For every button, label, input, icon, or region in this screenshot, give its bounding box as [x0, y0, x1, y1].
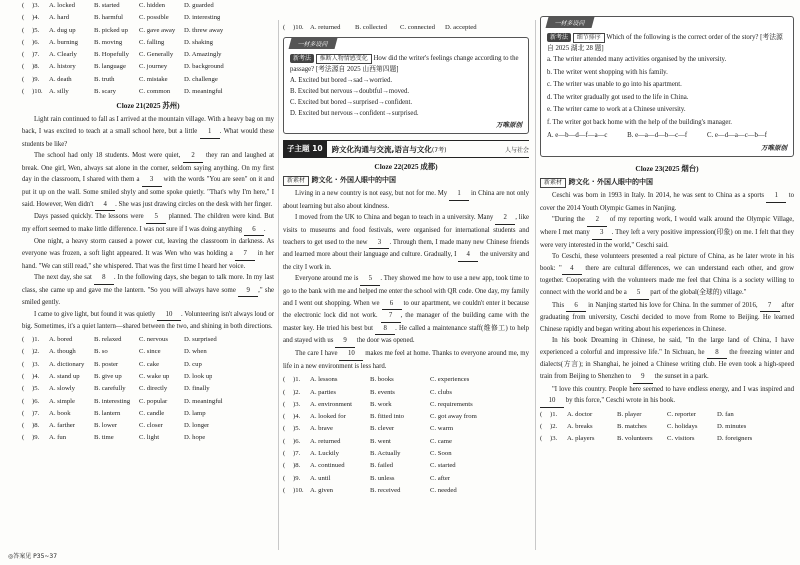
option-choice[interactable]: B. events [370, 388, 395, 396]
option-choice[interactable]: C. gave away [139, 26, 176, 34]
cloze-20-options-tail [22, 0, 274, 98]
passage-paragraph: Light rain continued to fall as I arrived at the mountain village. With a heavy bag on my back, I was excited to teach at a small school here, but a little 1 . What would these students be like? [22, 116, 274, 148]
option-row[interactable]: ( )6. A. returned B. went C. came [283, 436, 529, 448]
option-choice[interactable]: B. carefully [94, 385, 126, 393]
cloze-21-options [22, 334, 274, 445]
option-choice[interactable]: B. went [370, 437, 391, 445]
option-choice[interactable]: D. lamp [184, 409, 206, 417]
option-choice[interactable]: A. given [310, 486, 334, 494]
passage-paragraph: The care I have 10 makes me feel at home. Thanks to everyone around me, my life in a new environment is less hard. [283, 350, 529, 370]
option-choice[interactable]: B. truth [94, 75, 115, 83]
option-row[interactable]: ( )8. A. continued B. failed C. started [283, 460, 529, 472]
question-box-feelings [283, 37, 529, 134]
brand-mark: 万唯原创 [496, 121, 522, 130]
passage-paragraph: I moved from the UK to China and began to teach in a university. Many 2 , like visits to museums and food festivals, were organised for international students and teachers to get used to the new 3 . Through them, I made many new Chinese friends and learned more about their language and culture. Gradually, I 4 the university and the city I work in. [283, 214, 530, 271]
passage-paragraph: Ceschi was born in 1993 in Italy. In 2014, he was sent to China as a sports 1 to cover the 2014 Youth Olympic Games in Nanjing. [540, 192, 794, 212]
option-choice[interactable]: D. finally [184, 385, 210, 393]
cloze-21-passage [22, 114, 274, 333]
option-choice[interactable]: C. connected [400, 24, 435, 31]
option-row[interactable]: ( )6. A. burning B. moving C. falling D. shaking [22, 37, 274, 49]
option-choice[interactable]: B. unless [370, 474, 395, 482]
option-row[interactable]: ( )1. A. doctor B. player C. reporter D. fan [540, 409, 794, 421]
option-row[interactable]: ( )4. A. stand up B. give up C. wake up D. look up [22, 371, 274, 383]
question-text-2: Which of the following is the correct order of the story? [606, 34, 759, 41]
question-number: )3. [550, 435, 558, 443]
option-choice[interactable]: C. warm [430, 425, 454, 433]
option-row[interactable]: ( )2. A. parties B. events C. clubs [283, 387, 529, 399]
option-choice[interactable]: B. books [370, 376, 394, 384]
option-choice[interactable]: C. since [139, 348, 161, 356]
option-choice[interactable]: C. light [139, 434, 160, 442]
option-row[interactable]: ( )6. A. simple B. interesting C. popular D. meaningful [22, 396, 274, 408]
question-number: )1. [550, 410, 558, 418]
question-number: )6. [32, 397, 40, 405]
option-choice[interactable]: D. threw away [184, 26, 224, 34]
option-choice[interactable]: C. common [139, 88, 171, 96]
list-item[interactable]: f. The writer got back home with the help of the building's manager. [547, 118, 732, 126]
cloze-23-title: Cloze 23(2025 烟台) [635, 164, 699, 174]
option-choice[interactable]: C. candle [139, 409, 165, 417]
question-number: )8. [32, 422, 40, 430]
question-source-2: [考法源自 2025 湖北 28 题] [547, 34, 783, 52]
question-number: )8. [32, 63, 40, 71]
option-choice[interactable]: C. journey [139, 63, 168, 71]
option-choice[interactable]: A. fun [49, 434, 67, 442]
new-method-tag: 新考法 [290, 54, 314, 63]
option-row[interactable]: ( )1. A. lessons B. books C. experiences [283, 374, 529, 386]
material-label [283, 175, 529, 186]
question-number: )7. [32, 409, 40, 417]
option-choice[interactable]: C. falling [139, 38, 165, 46]
question-number: )2. [550, 423, 558, 431]
option-row[interactable]: ( )7. A. book B. lantern C. candle D. lamp [22, 408, 274, 420]
answer-choices [290, 75, 522, 119]
option-choice[interactable]: A. until [310, 474, 331, 482]
question-number: )7. [32, 51, 40, 59]
option-choice[interactable]: C. holidays [667, 423, 698, 431]
option-row[interactable]: ( )7. A. Clearly B. Hopefully C. Generally D. Amazingly [22, 49, 274, 61]
question-number: )5. [32, 385, 40, 393]
question-text: How did the writer's feelings change according to the passage? [290, 55, 519, 74]
topic-category: 人与社会 [504, 146, 529, 154]
option-choice[interactable]: A. dug up [49, 26, 76, 34]
option-choice[interactable]: A. dictionary [49, 360, 85, 368]
option-choice[interactable]: D. Amazingly [184, 51, 222, 59]
option-choice[interactable]: C. started [430, 462, 456, 470]
question-number: )9. [32, 75, 40, 83]
new-method-tag-2: 新考法 [547, 33, 571, 42]
option-choice[interactable]: C. mistake [139, 75, 168, 83]
option-choice[interactable]: D. fan [717, 410, 734, 418]
option-choice[interactable]: A. simple [49, 397, 76, 405]
option-row[interactable]: ( )1. A. bored B. relaxed C. nervous D. surprised [22, 334, 274, 346]
blank-7[interactable]: 7 [760, 300, 780, 313]
blank-10[interactable]: 10 [540, 395, 564, 408]
blank-1[interactable]: 1 [200, 126, 220, 139]
material-text-2: 跨文化 · 外国人眼中的中国 [568, 178, 653, 187]
question-number: )4. [32, 14, 40, 22]
method-label: 推断人物情感变化 [316, 54, 372, 64]
question-number: )3. [32, 360, 40, 368]
option-choice[interactable]: D. surprised [184, 336, 217, 344]
topic-number: 子主题 10 [283, 141, 327, 157]
cloze-22-passage [283, 188, 529, 372]
passage-paragraph: In his book Dreaming in Chinese, he said, "In the large land of China, I have experienced a colorful and impressive life." In Sichuan, he 8 the freezing winter and dialects(方言); in Shanghai, he joined a Chinese writing club. He even took a high-speed train from Beijing to Shenzhen to 9 the sunset in a park. [540, 335, 794, 383]
list-item[interactable]: e. The writer came to work at a Chinese university. [547, 106, 686, 114]
option-choice[interactable]: B. language [94, 63, 126, 71]
blank-5[interactable]: 5 [629, 287, 649, 300]
option-choice[interactable]: A. burning [49, 38, 78, 46]
list-item[interactable]: b. The writer went shopping with his family. [547, 68, 668, 76]
option-choice[interactable]: B. started [94, 2, 120, 9]
option-choice[interactable]: A. locked [49, 2, 75, 9]
option-choice[interactable]: C. cake [139, 360, 160, 368]
option-choice[interactable]: D. foreigners [717, 435, 753, 443]
blank-10[interactable]: 10 [339, 348, 363, 361]
blank-6[interactable]: 6 [566, 300, 586, 313]
option-choice[interactable]: A. farther [49, 422, 75, 430]
option-choice[interactable]: C. clubs [430, 388, 452, 396]
option-choice[interactable]: A. book [49, 409, 71, 417]
option-choice[interactable]: B. lantern [94, 409, 121, 417]
question-number: )3. [32, 2, 40, 9]
passage-paragraph: Living in a new country is not easy, but not for me. My 1 in China are not only about learning but also about kindness. [283, 190, 529, 210]
option-choice[interactable]: B. relaxed [94, 336, 122, 344]
option-choice[interactable]: B. picked up [94, 26, 128, 34]
option-choice[interactable]: B. poster [94, 360, 119, 368]
option-choice[interactable]: B. volunteers [617, 435, 653, 443]
option-choice[interactable]: C. popular [139, 397, 168, 405]
question-number: )6. [32, 38, 40, 46]
option-choice[interactable]: D. accepted [445, 24, 477, 31]
option-choice[interactable]: A. environment [310, 400, 352, 408]
method-label-2: 细节排序 [573, 33, 605, 43]
list-item[interactable]: A. e—b—d—f—a—c [547, 131, 608, 139]
option-choice[interactable]: A. continued [310, 462, 345, 470]
section-ribbon: 一材多设问 [289, 38, 338, 49]
blank-1[interactable]: 1 [449, 188, 469, 201]
option-choice[interactable]: A. Luckily [310, 449, 339, 457]
option-choice[interactable]: A. bored [49, 336, 73, 344]
option-choice[interactable]: C. visitors [667, 435, 695, 443]
option-choice[interactable]: D. interesting [184, 14, 221, 22]
question-number: )8. [293, 462, 301, 470]
option-row[interactable]: ( )9. A. death B. truth C. mistake D. challenge [22, 74, 274, 86]
blank-4[interactable]: 4 [95, 199, 115, 212]
option-choice[interactable]: B. moving [94, 38, 123, 46]
blank-4[interactable]: 4 [562, 263, 582, 276]
option-row[interactable]: ( )3. A. dictionary B. poster C. cake D. cup [22, 359, 274, 371]
question-source: [考法源自 2025 山西第四题] [315, 66, 399, 74]
option-choice[interactable]: D. longer [184, 422, 210, 430]
question-number: )9. [32, 434, 40, 442]
option-choice[interactable]: B. so [94, 348, 108, 356]
list-item[interactable]: B. e—a—d—b—c—f [627, 131, 688, 139]
option-choice[interactable]: A. returned [310, 437, 341, 445]
option-row[interactable]: ( )5. A. brave B. clever C. warm [283, 423, 529, 435]
option-choice[interactable]: C. wake up [139, 372, 170, 380]
question-number: )9. [293, 474, 301, 482]
section-ribbon-2: 一材多设问 [546, 17, 595, 28]
question-number: )7. [293, 449, 301, 457]
passage-paragraph: Everyone around me is 5 . They showed me how to use a new app, took time to go to the bank with me and helped me enter the school with QR code. One day, my family and I went out shopping. When we 6 to our apartment, we couldn't enter it because the electronic lock did not work. 7 , the manager of the building came with the master key. He tried his best but 8 . He called a maintenance staff(维修工) to help and stayed with us 9 the door was opened. [283, 273, 529, 348]
option-choice[interactable]: B. give up [94, 372, 122, 380]
option-choice[interactable]: D. challenge [184, 75, 218, 83]
option-choice[interactable]: B. player [617, 410, 642, 418]
passage-paragraph: "During the 2 of my reporting work, I would walk around the Olympic Village, where I met many 3 . They left a very positive impression(印象) on me. I felt that they were very interested in the world," Ceschi said. [540, 216, 794, 249]
brand-mark-2: 万唯原创 [761, 144, 787, 153]
option-choice[interactable]: D. shaking [184, 38, 213, 46]
blank-9[interactable]: 9 [238, 285, 258, 298]
option-choice[interactable]: B. received [370, 486, 401, 494]
option-choice[interactable]: B. scary [94, 88, 116, 96]
cloze-21-title: Cloze 21(2025 苏州) [116, 101, 180, 111]
material-label-2 [540, 177, 794, 188]
option-row[interactable]: ( )4. A. looked for B. fitted into C. got away from [283, 411, 529, 423]
blank-8[interactable]: 8 [375, 323, 395, 336]
option-choice[interactable]: C. closer [139, 422, 163, 430]
question-box-order [540, 16, 794, 157]
option-choice[interactable]: C. Soon [430, 449, 452, 457]
question-number: )2. [32, 348, 40, 356]
question-number: )1. [32, 336, 40, 344]
option-choice[interactable]: A. hard [49, 14, 70, 22]
option-choice[interactable]: B. clever [370, 425, 395, 433]
cloze-22-title: Cloze 22(2025 成都) [374, 162, 438, 172]
question-number: )6. [293, 437, 301, 445]
question-number: )10. [32, 88, 43, 96]
blank-7[interactable]: 7 [235, 248, 255, 261]
order-choices [547, 130, 787, 143]
blank-9[interactable]: 9 [335, 335, 355, 348]
blank-8[interactable]: 8 [707, 347, 727, 360]
option-choice[interactable]: A. parties [310, 388, 336, 396]
option-choice[interactable]: A. doctor [567, 410, 593, 418]
option-choice[interactable]: C. got away from [430, 413, 477, 421]
question-stem-2 [547, 32, 787, 54]
option-choice[interactable]: C. nervous [139, 336, 168, 344]
option-choice[interactable]: D. when [184, 348, 207, 356]
option-choice[interactable]: C. hidden [139, 2, 166, 9]
option-choice[interactable]: A. silly [49, 88, 69, 96]
option-choice[interactable]: D. cup [184, 360, 202, 368]
blank-7[interactable]: 7 [381, 310, 401, 323]
question-number: )2. [293, 388, 301, 396]
option-choice[interactable]: A. players [567, 435, 595, 443]
option-choice[interactable]: C. needed [430, 486, 457, 494]
list-item[interactable]: C. Excited but bored→surprised→confident. [290, 99, 413, 107]
option-choice[interactable]: C. possible [139, 14, 169, 22]
option-row[interactable]: ( )3. A. locked B. started C. hidden D. guarded [22, 0, 274, 12]
blank-2[interactable]: 2 [587, 214, 607, 227]
list-item[interactable]: c. The writer was unable to go into his apartment. [547, 81, 682, 89]
blank-10[interactable]: 10 [157, 309, 181, 322]
option-row[interactable]: ( )9. A. until B. unless C. after [283, 473, 529, 485]
passage-paragraph: Days passed quickly. The lessons were 5 planned. The children were kind. But my effort seemed to make little difference. I was not sure if I was doing anything 6 . [22, 211, 274, 236]
question-number: )4. [32, 372, 40, 380]
question-number: )1. [293, 376, 301, 384]
topic-title: 跨文化沟通与交流,语言与文化(7考) [331, 144, 447, 154]
option-row[interactable]: ( )2. A. though B. so C. since D. when [22, 346, 274, 358]
option-row[interactable]: ( )3. A. environment B. work C. requirements [283, 399, 529, 411]
option-choice[interactable]: B. Actually [370, 449, 401, 457]
option-choice[interactable]: B. fitted into [370, 413, 404, 421]
option-choice[interactable]: C. came [430, 437, 452, 445]
option-choice[interactable]: A. death [49, 75, 72, 83]
option-choice[interactable]: C. experiences [430, 376, 470, 384]
column-divider [278, 20, 279, 550]
cloze-22-options [283, 374, 529, 497]
option-choice[interactable]: A. lessons [310, 376, 338, 384]
passage-paragraph: I came to give light, but found it was quietly 10 . Volunteering isn't always loud or big. Sometimes, it's a quiet lantern—shared between the two, and shining in both directions. [22, 310, 274, 331]
question-stem [290, 53, 522, 75]
passage-paragraph: The school had only 18 students. Most were quiet, 2 they ran and laughed at break. One girl, Wen, always sat alone in the corner, seldom saying anything. On my first day in the classroom, I shared with them a 3 with the words "You are seen" on it and put it up on the wall. Some smiled shyly and some spoke quietly. "That's why I'm here," I said. However, Wen didn't 4 . She was just drawing circles on the desk with her finger. [22, 150, 274, 211]
blank-2[interactable]: 2 [495, 212, 515, 225]
option-choice[interactable]: B. failed [370, 462, 394, 470]
list-item[interactable]: D. Excited but nervous→confident→surprised. [290, 110, 419, 118]
option-choice[interactable]: D. guarded [184, 2, 214, 9]
question-number: )5. [32, 26, 40, 34]
option-row[interactable]: ( )7. A. Luckily B. Actually C. Soon [283, 448, 529, 460]
blank-3[interactable]: 3 [592, 227, 612, 240]
list-item[interactable]: A. Excited but bored→sad→worried. [290, 77, 393, 85]
passage-paragraph: This 6 in Nanjing started his love for China. In the summer of 2016, 7 after graduating from university, Ceschi decided to move from Rome to Beijing. He learned Chinese rapidly and began writing about his experiences in Chinese. [540, 301, 794, 333]
option-row[interactable]: ( )3. A. players B. volunteers C. visitors D. foreigners [540, 433, 794, 445]
option-choice[interactable]: D. minutes [717, 423, 747, 431]
question-number: )10. [293, 486, 304, 494]
right-column [540, 0, 794, 565]
option-choice[interactable]: A. Clearly [49, 51, 77, 59]
option-choice[interactable]: B. work [370, 400, 392, 408]
option-choice[interactable]: A. slowly [49, 385, 76, 393]
list-item[interactable]: a. The writer attended many activities organised by the university. [547, 56, 727, 63]
option-choice[interactable]: B. lower [94, 422, 118, 430]
new-material-tag-2: 新素材 [540, 178, 566, 188]
option-choice[interactable]: B. time [94, 434, 114, 442]
list-item[interactable]: B. Excited but nervous→doubtful→moved. [290, 88, 410, 96]
option-choice[interactable]: A. though [49, 348, 76, 356]
option-choice[interactable]: D. background [184, 63, 224, 71]
option-choice[interactable]: C. Generally [139, 51, 174, 59]
option-row[interactable]: ( )8. A. farther B. lower C. closer D. longer [22, 420, 274, 432]
option-choice[interactable]: C. after [430, 474, 451, 482]
event-list [547, 54, 787, 130]
blank-9[interactable]: 9 [633, 371, 653, 384]
option-choice[interactable]: A. breaks [567, 423, 593, 431]
column-divider-2 [535, 20, 536, 550]
new-material-tag: 新素材 [283, 176, 309, 186]
option-choice[interactable]: C. directly [139, 385, 168, 393]
passage-paragraph: To Ceschi, these volunteers presented a real picture of China, as he later wrote in his book: " 4 there are cultural differences, we can understand each other, and grow together. Cooperating with the volunteers made me feel that China is a society willing to connect with the world and be a 5 part of the global(全球的) village." [540, 251, 794, 299]
question-number: )4. [293, 413, 301, 421]
middle-column [283, 0, 529, 565]
left-column [22, 0, 274, 565]
option-choice[interactable]: C. reporter [667, 410, 696, 418]
blank-1[interactable]: 1 [766, 190, 786, 203]
blank-4[interactable]: 4 [458, 249, 478, 262]
material-text: 跨文化 · 外国人眼中的中国 [311, 176, 396, 185]
cloze-23-options [540, 409, 794, 446]
question-number: )10. [293, 24, 304, 31]
blank-5[interactable]: 5 [360, 273, 380, 286]
option-choice[interactable]: B. collected [355, 24, 387, 31]
answer-reference: ◎答案见 P35~37 [8, 553, 58, 560]
option-row[interactable]: ( )9. A. fun B. time C. light D. hope [22, 432, 274, 444]
option-choice[interactable]: B. Hopefully [94, 51, 129, 59]
option-choice[interactable]: B. interesting [94, 397, 131, 405]
option-choice[interactable]: D. meaningful [184, 88, 223, 96]
option-choice[interactable]: D. look up [184, 372, 213, 380]
option-choice[interactable]: A. brave [310, 425, 334, 433]
option-row[interactable]: ( )10. A. silly B. scary C. common D. meaningful [22, 86, 274, 98]
option-choice[interactable]: B. harmful [94, 14, 123, 22]
blank-8[interactable]: 8 [94, 272, 114, 285]
blank-6[interactable]: 6 [382, 298, 402, 311]
option-row[interactable]: ( )8. A. history B. language C. journey D. background [22, 61, 274, 73]
option-choice[interactable]: D. meaningful [184, 397, 223, 405]
option-choice[interactable]: B. matches [617, 423, 647, 431]
blank-3[interactable]: 3 [142, 174, 162, 187]
option-choice[interactable]: D. hope [184, 434, 206, 442]
passage-paragraph: "I love this country. People here seemed to have endless energy, and I was inspired and 10 by this force," Ceschi wrote in his book. [540, 384, 794, 408]
option-row[interactable]: ( )10. A. given B. received C. needed [283, 485, 529, 497]
option-row[interactable]: ( )5. A. dug up B. picked up C. gave away D. threw away [22, 25, 274, 37]
option-choice[interactable]: A. stand up [49, 372, 80, 380]
passage-paragraph: One night, a heavy storm caused a power cut, leaving the classroom in darkness. As everyone was frozen, a soft light appeared. It was Wen who was holding a 7 in her hand. "We can still read," she whispered. That was the first time I heard her voice. [22, 238, 274, 270]
option-row[interactable]: ( )10. A. returned B. collected C. connected D. accepted [283, 22, 529, 34]
list-item[interactable]: C. e—d—a—c—b—f [706, 131, 767, 139]
option-row[interactable]: ( )5. A. slowly B. carefully C. directly D. finally [22, 383, 274, 395]
option-row[interactable]: ( )4. A. hard B. harmful C. possible D. interesting [22, 12, 274, 24]
option-choice[interactable]: C. requirements [430, 400, 473, 408]
blank-6[interactable]: 6 [244, 224, 264, 237]
option-choice[interactable]: A. returned [310, 24, 341, 31]
passage-paragraph: The next day, she sat 8 . In the following days, she began to talk more. In my last class, she came up and gave me the lantern. "So you will always have some 9 ," she smiled gently. [22, 274, 274, 307]
blank-3[interactable]: 3 [369, 237, 389, 250]
option-choice[interactable]: A. history [49, 63, 76, 71]
blank-5[interactable]: 5 [146, 211, 166, 224]
question-number: )5. [293, 425, 301, 433]
option-row[interactable]: ( )2. A. breaks B. matches C. holidays D. minutes [540, 421, 794, 433]
list-item[interactable]: d. The writer gradually got used to the life in China. [547, 93, 689, 101]
question-number: )3. [293, 400, 301, 408]
cloze-23-passage [540, 190, 794, 408]
option-choice[interactable]: A. looked for [310, 413, 346, 421]
topic-header [283, 140, 529, 158]
blank-2[interactable]: 2 [183, 150, 203, 163]
